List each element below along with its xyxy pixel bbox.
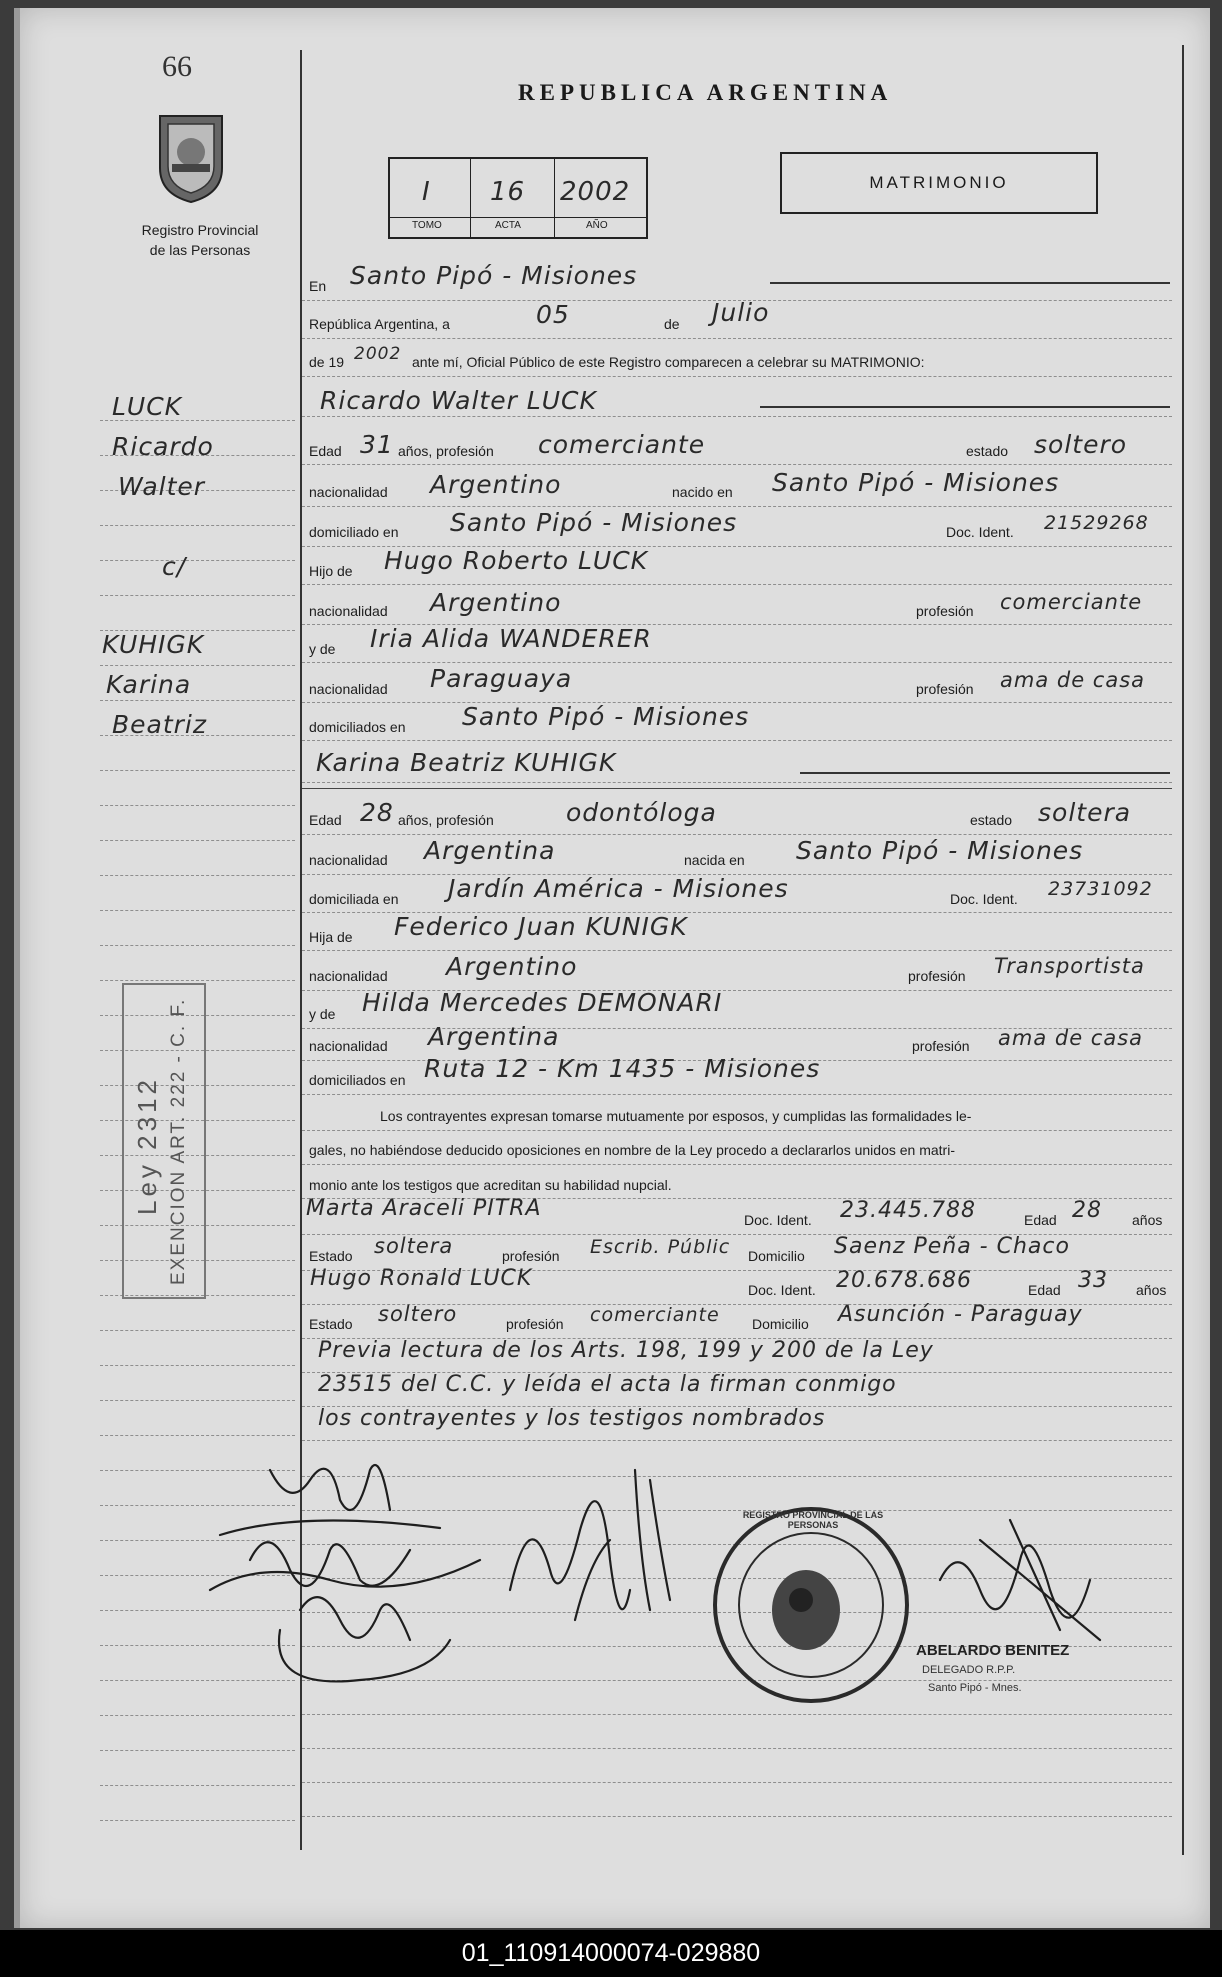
label-profesion-witness2: profesión (506, 1316, 564, 1332)
bride-mother-profession: ama de casa (998, 1026, 1144, 1050)
province-seal-icon (150, 108, 232, 204)
margin-rule (100, 1785, 295, 1786)
exemption-stamp (122, 983, 206, 1299)
ano-value: 2002 (560, 177, 631, 207)
declaration-line-3: monio ante los testigos que acreditan su habilidad nupcial. (309, 1177, 672, 1193)
label-doc-witness1: Doc. Ident. (744, 1212, 812, 1228)
label-domiciliados-groom: domiciliados en (309, 719, 406, 735)
groom-age: 31 (360, 430, 394, 459)
label-ante-mi: ante mí, Oficial Público de este Registro comparecen a celebrar su MATRIMONIO: (412, 354, 925, 370)
body-rule (302, 1816, 1172, 1817)
doc-type: MATRIMONIO (869, 173, 1009, 192)
doc-type-box (780, 152, 1098, 214)
right-border (1182, 45, 1184, 1855)
margin-rule (100, 945, 295, 946)
witness2-name: Hugo Ronald LUCK (310, 1266, 533, 1291)
label-profesion-gfather: profesión (916, 603, 974, 619)
margin-rule (100, 595, 295, 596)
groom-parents-address: Santo Pipó - Misiones (462, 702, 750, 731)
margin-groom-surname: LUCK (112, 392, 183, 421)
label-domiciliada-en: domiciliada en (309, 891, 399, 907)
tomo-label: TOMO (412, 220, 442, 231)
bride-father-profession: Transportista (994, 954, 1145, 978)
label-domicilio-witness2: Domicilio (752, 1316, 809, 1332)
tomo-value: I (422, 177, 431, 207)
label-edad-witness2: Edad (1028, 1282, 1061, 1298)
margin-rule (100, 770, 295, 771)
witness2-age: 33 (1078, 1268, 1108, 1293)
label-hija-de: Hija de (309, 929, 353, 945)
margin-rule (100, 875, 295, 876)
margin-rule (100, 840, 295, 841)
witness2-status: soltero (378, 1302, 458, 1326)
bride-father: Federico Juan KUNIGK (394, 912, 688, 941)
contracting-parties-signatures (180, 1440, 700, 1720)
official-title: DELEGADO R.P.P. (922, 1664, 1016, 1676)
groom-birthplace: Santo Pipó - Misiones (772, 468, 1060, 497)
bride-age: 28 (360, 798, 394, 827)
groom-mother-nationality: Paraguaya (430, 664, 573, 693)
label-estado-bride: estado (970, 812, 1013, 828)
label-estado-witness1: Estado (309, 1248, 353, 1264)
ceremony-year: 2002 (354, 344, 402, 364)
registry-name-line1: Registro Provincial (141, 222, 259, 238)
bride-father-nationality: Argentino (446, 952, 578, 981)
margin-bride-middle: Beatriz (112, 710, 208, 739)
label-nacionalidad-groom: nacionalidad (309, 484, 388, 500)
label-nacido-en: nacido en (672, 484, 733, 500)
label-de-19: de 19 (309, 354, 345, 370)
label-profesion-bfather: profesión (908, 968, 966, 984)
margin-bride-first: Karina (106, 670, 192, 699)
bride-doc: 23731092 (1048, 878, 1153, 900)
margin-rule (100, 1330, 295, 1331)
label-nacionalidad-gmother: nacionalidad (309, 681, 388, 697)
label-nacida-en: nacida en (684, 852, 745, 868)
groom-address: Santo Pipó - Misiones (450, 508, 738, 537)
closing-line-1: Previa lectura de los Arts. 198, 199 y 200 de la Ley (318, 1338, 934, 1363)
label-y-de-groom: y de (309, 641, 336, 657)
groom-father: Hugo Roberto LUCK (384, 546, 649, 575)
label-doc-witness2: Doc. Ident. (748, 1282, 816, 1298)
label-domiciliado-en: domiciliado en (309, 524, 399, 540)
closing-line-2: 23515 del C.C. y leída el acta la firman conmigo (318, 1372, 897, 1397)
bride-mother: Hilda Mercedes DEMONARI (362, 988, 723, 1017)
witness1-age: 28 (1072, 1198, 1102, 1223)
margin-rule (100, 1820, 295, 1821)
seal-ring-text: REGISTRO PROVINCIAL DE LAS PERSONAS (742, 1510, 884, 1530)
label-republica: República Argentina, a (309, 316, 450, 332)
label-doc-groom: Doc. Ident. (946, 524, 1014, 540)
margin-joiner: c/ (162, 552, 187, 581)
label-y-de-bride: y de (309, 1006, 336, 1022)
exemption-article: EXENCION ART. 222 - C. F. (168, 997, 189, 1285)
label-de-month: de (664, 316, 680, 332)
registry-name-line2: de las Personas (149, 242, 251, 258)
page-number: 66 (162, 50, 192, 83)
margin-rule (100, 1435, 295, 1436)
groom-mother: Iria Alida WANDERER (370, 624, 652, 653)
label-profesion-gmother: profesión (916, 681, 974, 697)
label-anos-profesion-bride: años, profesión (398, 812, 494, 828)
country-title: REPUBLICA ARGENTINA (518, 80, 893, 105)
bride-name: Karina Beatriz KUHIGK (316, 748, 617, 777)
label-hijo-de: Hijo de (309, 563, 353, 579)
witness1-doc: 23.445.788 (840, 1198, 976, 1223)
label-edad-bride: Edad (309, 812, 342, 828)
margin-rule (100, 1365, 295, 1366)
witness2-address: Asunción - Paraguay (838, 1302, 1083, 1327)
groom-status: soltero (1034, 430, 1128, 459)
label-doc-bride: Doc. Ident. (950, 891, 1018, 907)
label-domicilio-witness1: Domicilio (748, 1248, 805, 1264)
exemption-law: Ley 2312 (132, 1076, 162, 1215)
label-estado-groom: estado (966, 443, 1009, 459)
label-anos-profesion-groom: años, profesión (398, 443, 494, 459)
margin-rule (100, 665, 295, 666)
label-nacionalidad-bmother: nacionalidad (309, 1038, 388, 1054)
margin-rule (100, 1400, 295, 1401)
ceremony-month: Julio (712, 298, 770, 327)
bride-status: soltera (1038, 798, 1132, 827)
margin-bride-surname: KUHIGK (102, 630, 205, 659)
margin-rule (100, 560, 295, 561)
margin-rule (100, 1750, 295, 1751)
margin-rule (100, 700, 295, 701)
margin-groom-middle: Walter (118, 472, 206, 501)
bride-mother-nationality: Argentina (428, 1022, 560, 1051)
official-place: Santo Pipó - Mnes. (928, 1682, 1022, 1694)
label-en: En (309, 278, 327, 294)
witness1-status: soltera (374, 1234, 454, 1258)
witness2-profession: comerciante (590, 1304, 720, 1326)
label-profesion-witness1: profesión (502, 1248, 560, 1264)
groom-doc: 21529268 (1044, 512, 1149, 534)
witness1-profession: Escrib. Públic (590, 1236, 731, 1258)
groom-name: Ricardo Walter LUCK (320, 386, 597, 415)
declaration-line-2: gales, no habiéndose deducido oposiciones en nombre de la Ley procedo a declararlos unidos en matri- (309, 1142, 955, 1158)
groom-mother-profession: ama de casa (1000, 668, 1146, 692)
bride-nationality: Argentina (424, 836, 556, 865)
closing-line-3: los contrayentes y los testigos nombrados (318, 1406, 826, 1431)
label-estado-witness2: Estado (309, 1316, 353, 1332)
label-nacionalidad-gfather: nacionalidad (309, 603, 388, 619)
body-rule (302, 1748, 1172, 1749)
official-name: ABELARDO BENITEZ (916, 1642, 1070, 1659)
label-domiciliados-bride: domiciliados en (309, 1072, 406, 1088)
witness1-name: Marta Araceli PITRA (306, 1196, 542, 1221)
declaration-line-1: Los contrayentes expresan tomarse mutuamente por esposos, y cumplidas las formalidades le- (380, 1108, 972, 1124)
label-anos-witness2: años (1136, 1282, 1167, 1298)
archive-id-footer: 01_110914000074-029880 (0, 1930, 1222, 1977)
groom-profession: comerciante (538, 430, 706, 459)
ceremony-place: Santo Pipó - Misiones (350, 261, 638, 290)
label-edad-groom: Edad (309, 443, 342, 459)
label-nacionalidad-bfather: nacionalidad (309, 968, 388, 984)
official-seal (706, 1500, 916, 1710)
acta-value: 16 (490, 177, 526, 207)
acta-label: ACTA (495, 220, 521, 231)
ceremony-day: 05 (536, 300, 570, 329)
groom-father-nationality: Argentino (430, 588, 562, 617)
label-profesion-bmother: profesión (912, 1038, 970, 1054)
margin-rule (100, 525, 295, 526)
witness2-doc: 20.678.686 (836, 1268, 972, 1293)
bride-profession: odontóloga (566, 798, 717, 827)
ano-label: AÑO (586, 220, 608, 231)
margin-rule (100, 980, 295, 981)
record-box (388, 157, 648, 239)
body-rule (302, 1782, 1172, 1783)
margin-rule (100, 910, 295, 911)
margin-groom-first: Ricardo (112, 432, 214, 461)
label-nacionalidad-bride: nacionalidad (309, 852, 388, 868)
bride-parents-address: Ruta 12 - Km 1435 - Misiones (424, 1054, 821, 1083)
label-edad-witness1: Edad (1024, 1212, 1057, 1228)
groom-nationality: Argentino (430, 470, 562, 499)
label-anos-witness1: años (1132, 1212, 1163, 1228)
bride-address: Jardín América - Misiones (448, 874, 789, 903)
bride-birthplace: Santo Pipó - Misiones (796, 836, 1084, 865)
margin-rule (100, 805, 295, 806)
witness1-address: Saenz Peña - Chaco (834, 1234, 1070, 1259)
groom-father-profession: comerciante (1000, 590, 1143, 614)
